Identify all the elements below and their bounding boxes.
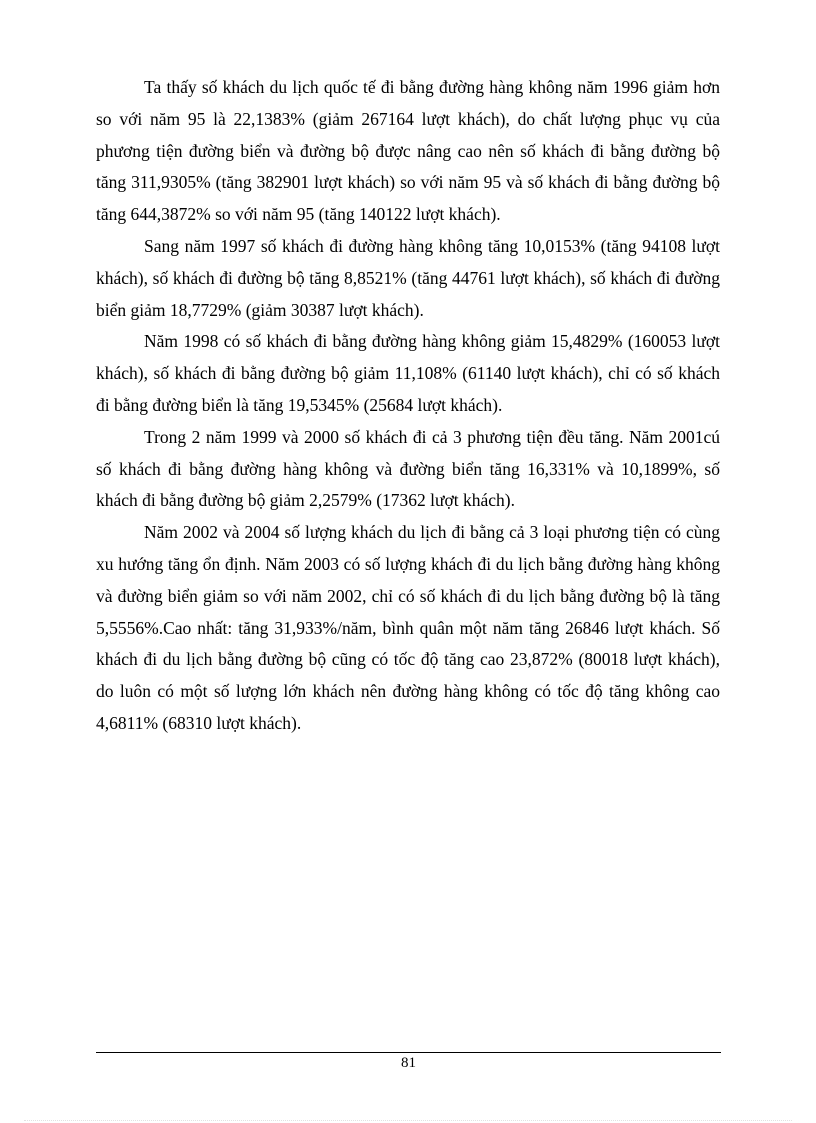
paragraph-1997: Sang năm 1997 số khách đi đường hàng không tăng 10,0153% (tăng 94108 lượt khách), số khách đi đường bộ tăng 8,8521% (tăng 44761 lượt khách), số khách đi đường biển giảm 18,7729% (giảm 30387 lượt khách).: [96, 235, 720, 320]
paragraph-1998: Năm 1998 có số khách đi bằng đường hàng không giảm 15,4829% (160053 lượt khách), số khách đi bằng đường bộ giảm 11,108% (61140 lượt khách), chỉ có số khách đi bằng đường biển là tăng 19,5345% (25684 lượt khách).: [96, 331, 720, 415]
paragraph-1999-2001: Trong 2 năm 1999 và 2000 số khách đi cả 3 phương tiện đều tăng. Năm 2001cú số khách đi bằng đường hàng không và đường biển tăng 16,331% và 10,1899%, số khách đi bằng đường bộ giảm 2,2579% (17362 lượt khách).: [96, 426, 720, 511]
paragraph-air-travel-1996: Ta thấy số khách du lịch quốc tế đi bằng đường hàng không năm 1996 giảm hơn so với năm 95 là 22,1383% (giảm 267164 lượt khách), do chất lượng phục vụ của phương tiện đường biển và đường bộ được nâng cao nên số khách đi bằng đường bộ tăng 311,9305% (tăng 382901 lượt khách) so với năm 95 và số khách đi bằng đường bộ tăng 644,3872% so với năm 95 (tăng 140122 lượt khách).: [96, 77, 720, 225]
page-bottom-border: [24, 1120, 792, 1121]
document-body: [96, 72, 720, 740]
paragraph-2002-2004: Năm 2002 và 2004 số lượng khách du lịch đi bằng cả 3 loại phương tiện có cùng xu hướng tăng ổn định. Năm 2003 có số lượng khách đi du lịch bằng đường hàng không và đường biển giảm so với năm 2002, chỉ có số khách đi du lịch bằng đường bộ là tăng 5,5556%.Cao nhất: tăng 31,933%/năm, bình quân một năm tăng 26846 lượt khách. Số khách đi du lịch bằng đường bộ cũng có tốc độ tăng cao 23,872% (80018 lượt khách), do luôn có một số lượng lớn khách nên đường hàng không có tốc độ tăng không cao 4,6811% (68310 lượt khách).: [96, 522, 720, 733]
page-number: 81: [401, 1055, 416, 1071]
